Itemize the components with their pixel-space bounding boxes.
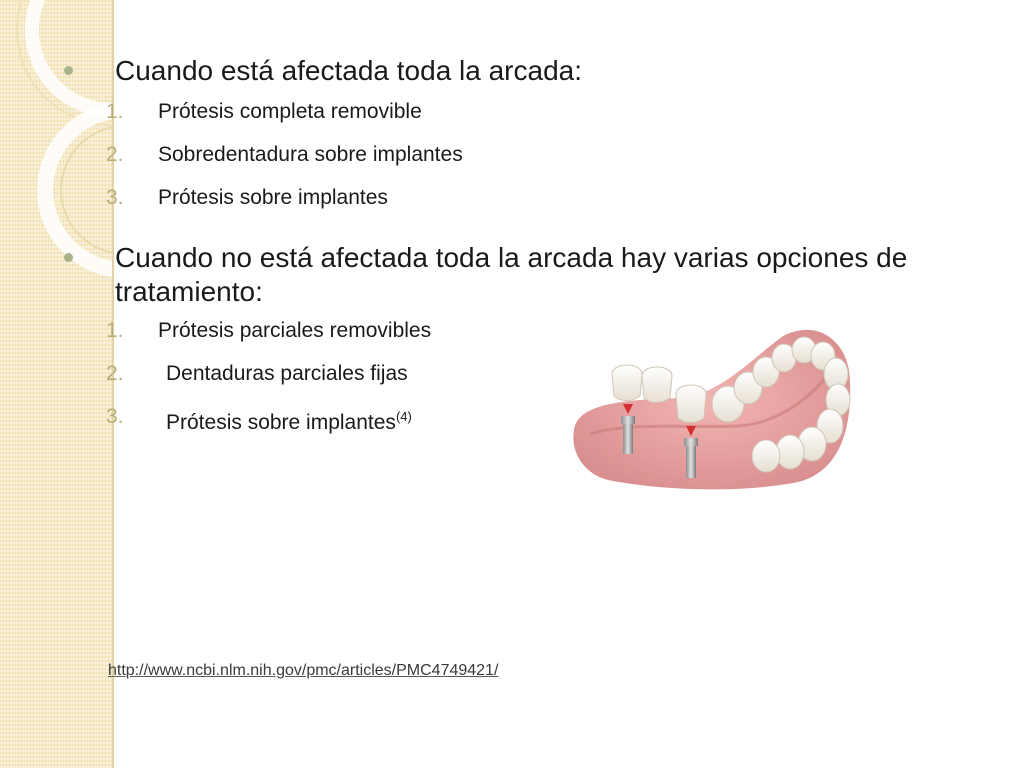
bullet-partial-arch-text: Cuando no está afectada toda la arcada hay varias opciones de tratamiento: [115,242,908,307]
item-label: Prótesis sobre implantes [166,411,396,434]
citation-superscript: (4) [395,409,412,424]
partial-arch-options-list [60,309,1000,444]
list-item [60,90,1000,133]
item-number: 1. [106,319,124,342]
item-label: Prótesis sobre implantes [158,186,388,209]
item-number: 3. [106,405,124,428]
reference-link[interactable]: http://www.ncbi.nlm.nih.gov/pmc/articles/PMC4749421/ [108,662,499,679]
bullet-partial-arch [60,241,1000,309]
bullet-dot [64,253,73,262]
item-label: Prótesis completa removible [158,100,422,123]
dental-bridge-implant-illustration [568,322,858,502]
full-arch-options-list [60,90,1000,219]
list-item [60,395,1000,444]
item-label: Prótesis parciales removibles [158,319,432,342]
slide-content [60,50,1000,444]
bullet-full-arch [60,54,1000,88]
item-number: 2. [106,362,124,385]
list-item [60,133,1000,176]
item-number: 1. [106,100,124,123]
list-item [60,309,1000,352]
item-label: Sobredentadura sobre implantes [158,143,463,166]
list-item [60,176,1000,219]
item-number: 3. [106,186,124,209]
bullet-full-arch-text: Cuando está afectada toda la arcada: [115,55,583,86]
list-item [60,352,1000,395]
item-number: 2. [106,143,124,166]
item-label: Dentaduras parciales fijas [166,362,408,385]
bullet-dot [64,66,73,75]
